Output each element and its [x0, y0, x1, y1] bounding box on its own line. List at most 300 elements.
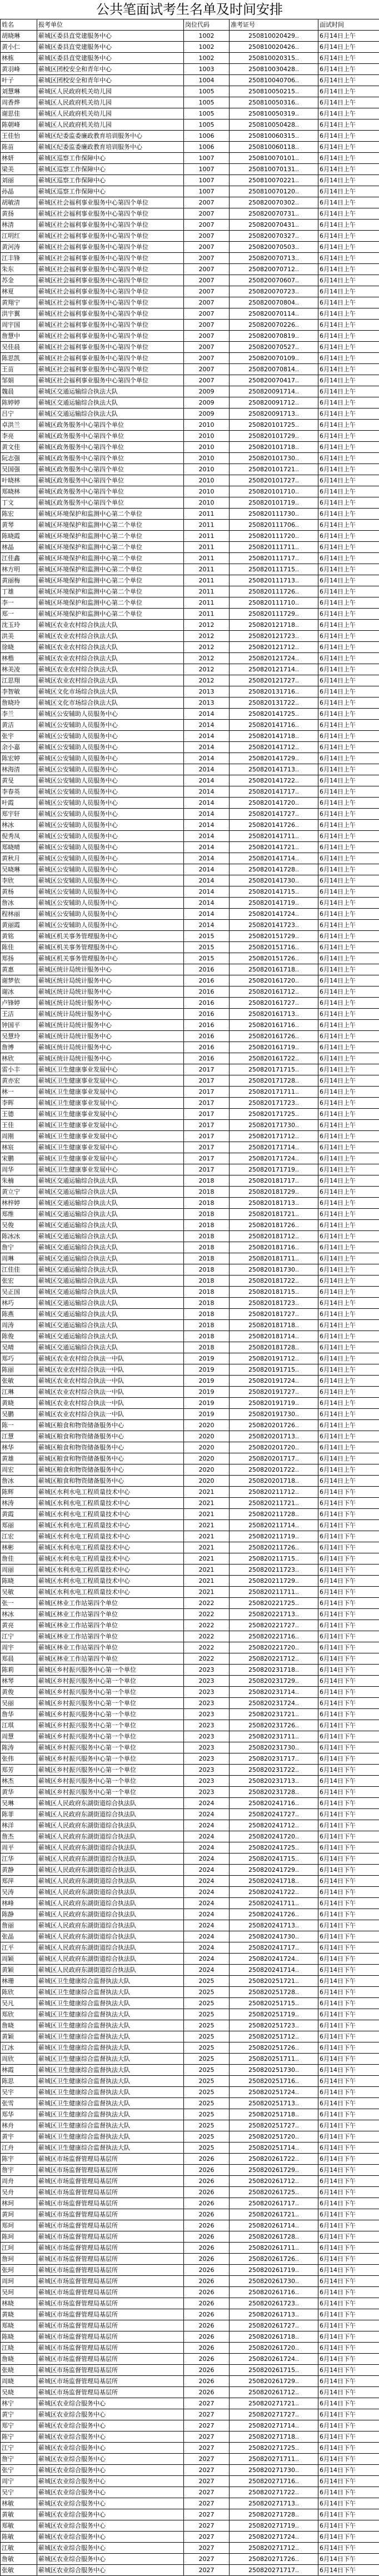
- cell-unit: 蕲城区卫生健康事业发展中心: [37, 1142, 184, 1153]
- cell-position-code: 2025: [184, 2109, 230, 2120]
- cell-ticket-number: 250820201722..: [230, 1464, 318, 1476]
- cell-ticket-number: 250820271714..: [230, 2420, 318, 2431]
- cell-interview-time: 6月14日下午: [318, 2498, 379, 2509]
- cell-unit: 蕲城区卫生健康事业发展中心: [37, 1120, 184, 1131]
- cell-position-code: 2024: [184, 1920, 230, 1931]
- cell-position-code: 2007: [184, 320, 230, 331]
- table-row: [1, 1787, 379, 1798]
- cell-unit: 蕲城区卫生健康事业发展中心: [37, 1164, 184, 1175]
- cell-ticket-number: 250820121727..: [230, 675, 318, 686]
- cell-position-code: 2026: [184, 2287, 230, 2298]
- table-row: [1, 208, 379, 220]
- cell-interview-time: 6月14日上午: [318, 964, 379, 975]
- cell-ticket-number: 250820261712..: [230, 2387, 318, 2398]
- table-row: [1, 2220, 379, 2231]
- cell-position-code: 2007: [184, 353, 230, 364]
- table-row: [1, 1353, 379, 1364]
- cell-name: 江丰锋: [1, 253, 37, 264]
- cell-ticket-number: 250820070712..: [230, 264, 318, 275]
- cell-name: 谢思佳: [1, 108, 37, 119]
- cell-interview-time: 6月14日下午: [318, 2042, 379, 2054]
- cell-ticket-number: 250820211712..: [230, 1487, 318, 1498]
- cell-name: 林舟: [1, 2120, 37, 2131]
- cell-unit: 蕲城区乡村振兴服务中心第一个单位: [37, 1765, 184, 1776]
- cell-name: 陈宁: [1, 2431, 37, 2443]
- cell-interview-time: 6月14日上午: [318, 1109, 379, 1120]
- cell-interview-time: 6月14日上午: [318, 1242, 379, 1253]
- cell-name: 周香烨: [1, 97, 37, 108]
- cell-interview-time: 6月14日上午: [318, 453, 379, 464]
- cell-unit: 蕲城区农业综合服务中心: [37, 2565, 184, 2576]
- cell-ticket-number: 250820121718..: [230, 620, 318, 631]
- table-row: [1, 2354, 379, 2365]
- cell-name: 林巧: [1, 1298, 37, 1309]
- cell-ticket-number: 250810060118..: [230, 142, 318, 153]
- cell-position-code: 2025: [184, 2131, 230, 2142]
- cell-name: 江敏: [1, 2543, 37, 2554]
- cell-position-code: 2022: [184, 1642, 230, 1653]
- cell-name: 吴晴: [1, 1342, 37, 1353]
- cell-position-code: 2023: [184, 1720, 230, 1731]
- cell-interview-time: 6月14日上午: [318, 575, 379, 586]
- table-row: [1, 1509, 379, 1520]
- table-row: [1, 1553, 379, 1564]
- cell-name: 吴珂: [1, 2287, 37, 2298]
- cell-position-code: 2025: [184, 1998, 230, 2009]
- cell-ticket-number: 250820141712..: [230, 742, 318, 753]
- cell-name: 周宁: [1, 2476, 37, 2487]
- cell-unit: 蕲城区卫生健康综合监督执法大队: [37, 2087, 184, 2098]
- cell-position-code: 1002: [184, 42, 230, 53]
- cell-unit: 蕲城区公安辅助人员服务中心: [37, 764, 184, 775]
- cell-position-code: 2018: [184, 1287, 230, 1298]
- table-row: [1, 64, 379, 75]
- cell-unit: 蕲城区市场监督管理局基层所: [37, 2254, 184, 2265]
- cell-ticket-number: 250820221727..: [230, 1620, 318, 1631]
- cell-name: 黄丽霞: [1, 920, 37, 931]
- cell-position-code: 2016: [184, 964, 230, 975]
- cell-interview-time: 6月14日下午: [318, 1809, 379, 1820]
- cell-ticket-number: 250820161720..: [230, 975, 318, 986]
- cell-position-code: 1007: [184, 175, 230, 186]
- cell-position-code: 2026: [184, 2365, 230, 2376]
- cell-unit: 蕲城区巡察工作保障中心: [37, 186, 184, 197]
- cell-interview-time: 6月14日上午: [318, 1087, 379, 1098]
- cell-ticket-number: 250820070819..: [230, 331, 318, 342]
- cell-interview-time: 6月14日上午: [318, 1064, 379, 1075]
- cell-position-code: 2015: [184, 942, 230, 953]
- cell-name: 林冰: [1, 820, 37, 831]
- cell-name: 刘慧琳: [1, 86, 37, 97]
- table-row: [1, 375, 379, 386]
- cell-unit: 蕲城区卫生健康综合监督执法大队: [37, 2020, 184, 2031]
- cell-position-code: 2023: [184, 1698, 230, 1709]
- cell-unit: 蕲城区公安辅助人员服务中心: [37, 909, 184, 920]
- cell-name: 林杰: [1, 1776, 37, 1787]
- cell-position-code: 1006: [184, 142, 230, 153]
- table-row: [1, 509, 379, 520]
- cell-position-code: 2007: [184, 264, 230, 275]
- cell-name: 孙晶: [1, 186, 37, 197]
- cell-name: 洪宇翼: [1, 308, 37, 320]
- table-row: [1, 1598, 379, 1609]
- cell-name: 陈苗: [1, 142, 37, 153]
- cell-position-code: 2022: [184, 1653, 230, 1665]
- cell-ticket-number: 250820221716..: [230, 1631, 318, 1642]
- table-row: [1, 1920, 379, 1931]
- table-row: [1, 2343, 379, 2354]
- cell-ticket-number: 250820261718..: [230, 2331, 318, 2343]
- cell-unit: 蕲城区水利水电工程质量技术中心: [37, 1520, 184, 1531]
- cell-unit: 蕲城区农业综合服务中心: [37, 2476, 184, 2487]
- table-row: [1, 1631, 379, 1642]
- table-row: [1, 264, 379, 275]
- cell-position-code: 2010: [184, 453, 230, 464]
- cell-interview-time: 6月14日下午: [318, 1987, 379, 1998]
- table-row: [1, 2020, 379, 2031]
- cell-ticket-number: 250820161719..: [230, 1042, 318, 1053]
- table-row: [1, 442, 379, 453]
- cell-unit: 蕲城区人民政府东湖街道综合执法队: [37, 1898, 184, 1909]
- cell-interview-time: 6月14日下午: [318, 1865, 379, 1876]
- cell-ticket-number: 250820261711..: [230, 2243, 318, 2254]
- table-row: [1, 1420, 379, 1431]
- cell-unit: 蕲城区乡村振兴服务中心第一个单位: [37, 1776, 184, 1787]
- table-row: [1, 575, 379, 586]
- cell-name: 王德: [1, 1109, 37, 1120]
- cell-name: 陈佳: [1, 942, 37, 953]
- cell-unit: 蕲城区交通运输综合执法大队: [37, 386, 184, 397]
- cell-name: 吴琳: [1, 1798, 37, 1809]
- cell-unit: 蕲城区政务服务中心第四个单位: [37, 442, 184, 453]
- cell-interview-time: 6月14日上午: [318, 1409, 379, 1420]
- cell-name: 张敏: [1, 1376, 37, 1387]
- cell-unit: 蕲城区乡村振兴服务中心第一个单位: [37, 1687, 184, 1698]
- cell-name: 张宇: [1, 731, 37, 742]
- cell-interview-time: 6月14日上午: [318, 1320, 379, 1331]
- cell-name: 叶霞: [1, 798, 37, 809]
- cell-ticket-number: 250820070327..: [230, 231, 318, 242]
- cell-position-code: 1005: [184, 108, 230, 119]
- table-row: [1, 2409, 379, 2420]
- cell-unit: 蕲城区社会福利事业服务中心第四个单位: [37, 375, 184, 386]
- cell-unit: 蕲城区统计局统计服务中心: [37, 964, 184, 975]
- cell-interview-time: 6月14日上午: [318, 998, 379, 1009]
- cell-unit: 蕲城区卫生健康综合监督执法大队: [37, 2076, 184, 2087]
- cell-name: 陈欣: [1, 1987, 37, 1998]
- cell-interview-time: 6月14日下午: [318, 2298, 379, 2309]
- cell-interview-time: 6月14日下午: [318, 2065, 379, 2076]
- cell-interview-time: 6月14日上午: [318, 1387, 379, 1398]
- cell-interview-time: 6月14日上午: [318, 119, 379, 131]
- table-row: [1, 31, 379, 42]
- cell-interview-time: 6月14日上午: [318, 1398, 379, 1409]
- cell-position-code: 2024: [184, 1853, 230, 1865]
- cell-unit: 蕲城区人民政府东湖街道综合执法队: [37, 1809, 184, 1820]
- cell-interview-time: 6月14日上午: [318, 875, 379, 886]
- cell-name: 朱楠: [1, 1175, 37, 1187]
- cell-interview-time: 6月14日上午: [318, 1309, 379, 1320]
- cell-position-code: 2014: [184, 909, 230, 920]
- cell-name: 陈宇: [1, 2154, 37, 2165]
- cell-ticket-number: 250820070607..: [230, 275, 318, 286]
- cell-name: 陈朝峰: [1, 119, 37, 131]
- table-row: [1, 731, 379, 742]
- cell-interview-time: 6月14日上午: [318, 408, 379, 420]
- table-row: [1, 220, 379, 231]
- cell-position-code: 2026: [184, 2154, 230, 2165]
- cell-name: 张宁: [1, 2465, 37, 2476]
- cell-unit: 蕲城区交通运输综合执法大队: [37, 1175, 184, 1187]
- cell-position-code: 2027: [184, 2476, 230, 2487]
- cell-position-code: 2011: [184, 586, 230, 597]
- cell-interview-time: 6月14日下午: [318, 1998, 379, 2009]
- cell-position-code: 2018: [184, 1309, 230, 1320]
- cell-position-code: 2014: [184, 753, 230, 764]
- cell-unit: 蕲城区卫生健康综合监督执法大队: [37, 2009, 184, 2020]
- cell-ticket-number: 250820141729..: [230, 753, 318, 764]
- table-row: [1, 2465, 379, 2476]
- cell-ticket-number: 250820191712..: [230, 1353, 318, 1364]
- table-row: [1, 1820, 379, 1831]
- cell-name: 陈燕: [1, 1309, 37, 1320]
- cell-ticket-number: 250820091713..: [230, 408, 318, 420]
- cell-position-code: 2022: [184, 1631, 230, 1642]
- cell-interview-time: 6月14日下午: [318, 2520, 379, 2532]
- cell-name: 周宇: [1, 1642, 37, 1653]
- table-row: [1, 1053, 379, 1064]
- cell-position-code: 2015: [184, 953, 230, 964]
- cell-name: 林珂: [1, 2198, 37, 2209]
- cell-unit: 蕲城区环境保护和监测中心第二个单位: [37, 575, 184, 586]
- table-row: [1, 1853, 379, 1865]
- cell-interview-time: 6月14日上午: [318, 1220, 379, 1231]
- cell-unit: 蕲城区卫生健康事业发展中心: [37, 1131, 184, 1142]
- table-row: [1, 42, 379, 53]
- cell-interview-time: 6月14日上午: [318, 1009, 379, 1020]
- cell-ticket-number: 250820181712..: [230, 1231, 318, 1242]
- cell-interview-time: 6月14日上午: [318, 197, 379, 208]
- cell-position-code: 2017: [184, 1087, 230, 1098]
- cell-unit: 蕲城区卫生健康事业发展中心: [37, 1109, 184, 1120]
- cell-ticket-number: 250810020426..: [230, 42, 318, 53]
- cell-name: 吴晓琳: [1, 864, 37, 875]
- cell-interview-time: 6月14日下午: [318, 2365, 379, 2376]
- cell-unit: 蕲城区乡村振兴服务中心第一个单位: [37, 1709, 184, 1720]
- cell-unit: 蕲城区乡村振兴服务中心第一个单位: [37, 1676, 184, 1687]
- table-row: [1, 253, 379, 264]
- cell-interview-time: 6月14日上午: [318, 675, 379, 686]
- cell-position-code: 2024: [184, 1909, 230, 1920]
- cell-unit: 蕲城区公安辅助人员服务中心: [37, 809, 184, 820]
- cell-interview-time: 6月14日下午: [318, 2009, 379, 2020]
- cell-position-code: 2027: [184, 2420, 230, 2431]
- cell-name: 张晶: [1, 1931, 37, 1942]
- cell-position-code: 2012: [184, 675, 230, 686]
- table-row: [1, 1464, 379, 1476]
- table-row: [1, 1498, 379, 1509]
- cell-interview-time: 6月14日上午: [318, 975, 379, 986]
- cell-unit: 蕲城区农业综合服务中心: [37, 2398, 184, 2409]
- cell-ticket-number: 250820251716..: [230, 2076, 318, 2087]
- cell-position-code: 2026: [184, 2343, 230, 2354]
- cell-interview-time: 6月14日下午: [318, 1509, 379, 1520]
- table-row: [1, 2498, 379, 2509]
- cell-position-code: 2014: [184, 820, 230, 831]
- cell-position-code: 2018: [184, 1209, 230, 1220]
- cell-unit: 蕲城区林业工作站第四个单位: [37, 1609, 184, 1620]
- cell-interview-time: 6月14日下午: [318, 2387, 379, 2398]
- cell-position-code: 2017: [184, 1109, 230, 1120]
- cell-name: 黄晓: [1, 1398, 37, 1409]
- cell-interview-time: 6月14日上午: [318, 1476, 379, 1487]
- table-row: [1, 1242, 379, 1253]
- cell-name: 江冰: [1, 2042, 37, 2054]
- cell-name: 陈静: [1, 1909, 37, 1920]
- cell-name: 郑敏: [1, 2520, 37, 2532]
- table-row: [1, 642, 379, 653]
- cell-ticket-number: 250820251727..: [230, 2120, 318, 2131]
- cell-unit: 蕲城区人民政府东湖街道综合执法队: [37, 1920, 184, 1931]
- table-row: [1, 497, 379, 509]
- cell-ticket-number: 250820101729..: [230, 431, 318, 442]
- cell-unit: 蕲城区人民政府东湖街道综合执法队: [37, 1965, 184, 1976]
- cell-name: 林海清: [1, 764, 37, 775]
- table-row: [1, 1742, 379, 1753]
- table-row: [1, 308, 379, 320]
- cell-unit: 蕲城区林业工作站第四个单位: [37, 1598, 184, 1609]
- cell-interview-time: 6月14日下午: [318, 2287, 379, 2298]
- table-row: [1, 186, 379, 197]
- cell-position-code: 2025: [184, 1987, 230, 1998]
- table-row: [1, 397, 379, 408]
- cell-unit: 蕲城区社会福利事业服务中心第四个单位: [37, 342, 184, 353]
- table-row: [1, 1776, 379, 1787]
- cell-interview-time: 6月14日下午: [318, 2565, 379, 2576]
- cell-ticket-number: 250820261728..: [230, 2231, 318, 2243]
- table-row: [1, 964, 379, 975]
- cell-ticket-number: 250820171730..: [230, 1120, 318, 1131]
- cell-position-code: 1004: [184, 75, 230, 86]
- cell-interview-time: 6月14日上午: [318, 242, 379, 253]
- cell-unit: 蕲城区农业综合服务中心: [37, 2420, 184, 2431]
- cell-interview-time: 6月14日上午: [318, 720, 379, 731]
- cell-unit: 蕲城区农业综合服务中心: [37, 2431, 184, 2443]
- cell-position-code: 2014: [184, 798, 230, 809]
- cell-name: 詹宁: [1, 2454, 37, 2465]
- cell-interview-time: 6月14日下午: [318, 1642, 379, 1653]
- cell-position-code: 2023: [184, 1676, 230, 1687]
- cell-interview-time: 6月14日上午: [318, 164, 379, 175]
- cell-interview-time: 6月14日下午: [318, 1498, 379, 1509]
- cell-position-code: 2017: [184, 1120, 230, 1131]
- cell-unit: 蕲城区机关事务管理服务中心: [37, 931, 184, 942]
- cell-ticket-number: 250810070120..: [230, 186, 318, 197]
- cell-unit: 蕲城区环境保护和监测中心第二个单位: [37, 553, 184, 564]
- cell-name: 丁文: [1, 497, 37, 509]
- cell-unit: 蕲城区公安辅助人员服务中心: [37, 786, 184, 798]
- cell-unit: 蕲城区卫生健康综合监督执法大队: [37, 2120, 184, 2131]
- cell-unit: 蕲城区交通运输综合执法大队: [37, 1342, 184, 1353]
- cell-position-code: 2025: [184, 2042, 230, 2054]
- cell-unit: 蕲城区市场监督管理局基层所: [37, 2331, 184, 2343]
- table-row: [1, 2309, 379, 2320]
- cell-unit: 蕲城区卫生健康综合监督执法大队: [37, 2109, 184, 2120]
- candidate-table: [0, 19, 379, 2576]
- cell-position-code: 2007: [184, 297, 230, 308]
- cell-ticket-number: 250820261727..: [230, 2320, 318, 2331]
- cell-ticket-number: 250820271721..: [230, 2398, 318, 2409]
- cell-ticket-number: 250820271712..: [230, 2543, 318, 2554]
- cell-ticket-number: 250820251711..: [230, 2054, 318, 2065]
- cell-unit: 蕲城区农业综合服务中心: [37, 2554, 184, 2565]
- cell-position-code: 2020: [184, 1476, 230, 1487]
- cell-position-code: 2019: [184, 1409, 230, 1420]
- cell-position-code: 2027: [184, 2454, 230, 2465]
- cell-unit: 蕲城区环境保护和监测中心第二个单位: [37, 542, 184, 553]
- cell-interview-time: 6月14日上午: [318, 931, 379, 942]
- cell-name: 卢锋婷: [1, 998, 37, 1009]
- cell-name: 洪美: [1, 631, 37, 642]
- cell-interview-time: 6月14日下午: [318, 2154, 379, 2165]
- cell-interview-time: 6月14日下午: [318, 2209, 379, 2220]
- cell-interview-time: 6月14日上午: [318, 386, 379, 397]
- cell-unit: 蕲城区卫生健康综合监督执法大队: [37, 1987, 184, 1998]
- cell-interview-time: 6月14日上午: [318, 842, 379, 853]
- cell-name: 吴宁: [1, 2487, 37, 2498]
- cell-position-code: 2017: [184, 1075, 230, 1087]
- cell-ticket-number: 250820261721..: [230, 2209, 318, 2220]
- cell-name: 张宏: [1, 1275, 37, 1287]
- cell-position-code: 2018: [184, 1175, 230, 1187]
- cell-name: 朱东: [1, 264, 37, 275]
- cell-unit: 蕲城区团校安全和青年中心: [37, 64, 184, 75]
- table-row: [1, 1809, 379, 1820]
- cell-ticket-number: 250820191715..: [230, 1364, 318, 1376]
- cell-position-code: 2021: [184, 1509, 230, 1520]
- cell-position-code: 2026: [184, 2354, 230, 2365]
- cell-unit: 蕲城区公安辅助人员服务中心: [37, 753, 184, 764]
- table-row: [1, 1642, 379, 1653]
- cell-ticket-number: 250820211714..: [230, 1520, 318, 1531]
- cell-position-code: 2027: [184, 2487, 230, 2498]
- table-row: [1, 1087, 379, 1098]
- cell-unit: 蕲城区农业农村综合执法大队: [37, 631, 184, 642]
- cell-unit: 蕲城区环境保护和监测中心第二个单位: [37, 531, 184, 542]
- cell-ticket-number: 250820251721..: [230, 1976, 318, 1987]
- cell-interview-time: 6月14日上午: [318, 86, 379, 97]
- cell-name: 张珂: [1, 2265, 37, 2276]
- cell-position-code: 2007: [184, 253, 230, 264]
- cell-position-code: 2016: [184, 1053, 230, 1064]
- cell-name: 陈菲: [1, 1809, 37, 1820]
- table-row: [1, 1842, 379, 1853]
- cell-interview-time: 6月14日上午: [318, 175, 379, 186]
- cell-ticket-number: 250820111706..: [230, 520, 318, 531]
- cell-ticket-number: 250820241712..: [230, 1820, 318, 1831]
- cell-name: 邹娟: [1, 375, 37, 386]
- cell-ticket-number: 250820181730..: [230, 1264, 318, 1275]
- cell-interview-time: 6月14日下午: [318, 1553, 379, 1564]
- cell-position-code: 2017: [184, 1131, 230, 1142]
- cell-name: 黄颖: [1, 2031, 37, 2042]
- cell-ticket-number: 250820251714..: [230, 2142, 318, 2154]
- cell-position-code: 2027: [184, 2565, 230, 2576]
- cell-ticket-number: 250820070302..: [230, 197, 318, 208]
- cell-ticket-number: 250820241716..: [230, 1798, 318, 1809]
- cell-interview-time: 6月14日下午: [318, 2087, 379, 2098]
- cell-name: 詹敏: [1, 2554, 37, 2565]
